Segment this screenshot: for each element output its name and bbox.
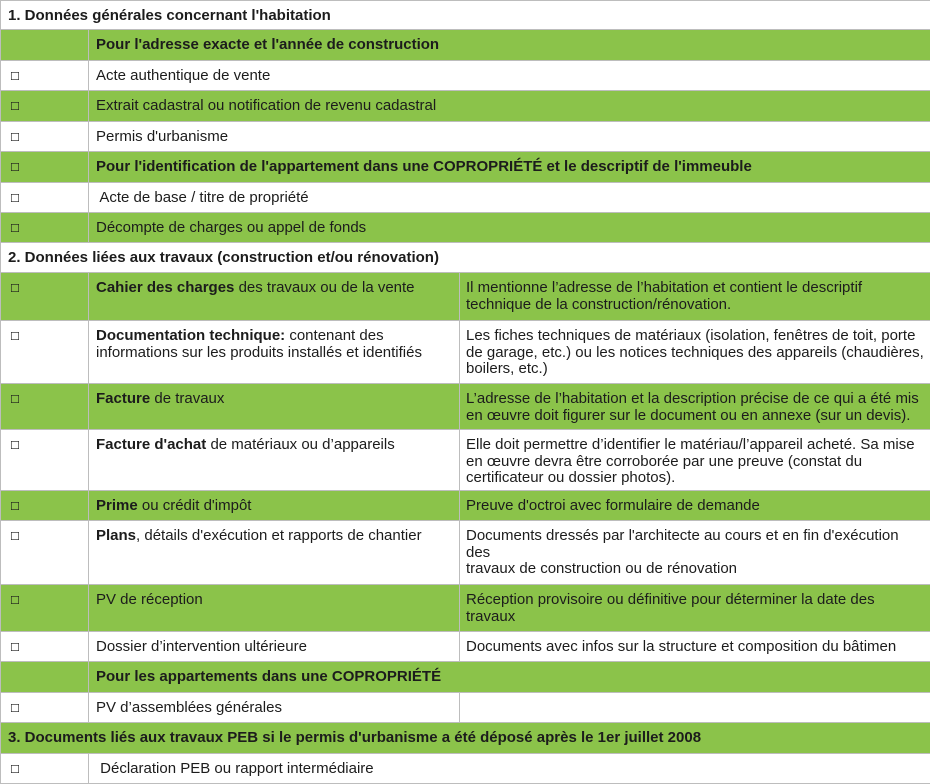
checkbox-icon: ☐ [10,641,20,654]
checklist-row [1,491,930,521]
checklist-row [1,384,930,430]
document-description: Réception provisoire ou définitive pour déterminer la date des travaux [466,591,875,625]
checklist-row [1,213,930,243]
copro-subheading: Pour l'identification de l'appartement dans une COPROPRIÉTÉ et le descriptif de l'immeuble [96,158,752,175]
document-name: Dossier d’intervention ultérieure [89,632,460,661]
checkbox-icon: ☐ [10,192,20,205]
checkbox-cell [1,693,89,722]
document-name: Permis d'urbanisme [96,128,229,145]
checklist-row [1,632,930,662]
document-description: L’adresse de l’habitation et la description précise de ce qui a été mis en œuvre doit figurer sur le document ou en annexe (sur un devis). [466,390,919,424]
checkbox-cell [1,321,89,383]
checkbox-cell [1,273,89,320]
checklist-row [1,91,930,122]
checkbox-icon: ☐ [10,500,20,513]
section-2-title: 2. Données liées aux travaux (construction et/ou rénovation) [8,249,439,266]
document-name: Acte de base / titre de propriété [96,189,309,206]
checklist-row [1,430,930,491]
checkbox-icon: ☐ [10,702,20,715]
document-name-rest: contenant des informations sur les produits installés et identifiés [96,327,422,361]
document-description: Documents dressés par l'architecte au cours et en fin d'exécution des travaux de construction ou de rénovation [466,527,899,577]
checkbox-cell [1,384,89,429]
checklist-row [1,152,930,183]
document-name [89,430,460,490]
section-title-row [1,1,930,30]
checkbox-icon: ☐ [10,100,20,113]
checkbox-cell [1,91,89,121]
checklist-row [1,693,930,723]
checklist-row [1,183,930,213]
checkbox-icon: ☐ [10,594,20,607]
checkbox-icon: ☐ [10,131,20,144]
checkbox-icon: ☐ [10,330,20,343]
document-description: Elle doit permettre d’identifier le matériau/l’appareil acheté. Sa mise en œuvre devra être corroborée par une preuve (constat du certificateur ou dossier photos). [466,436,915,486]
checklist-row [1,585,930,632]
subheading-row [1,662,930,693]
checkbox-cell [1,491,89,520]
document-name-bold: Facture d'achat [96,436,207,453]
document-name: Décompte de charges ou appel de fonds [96,219,367,236]
document-name-rest: des travaux ou de la vente [234,279,415,296]
section-3-title: 3. Documents liés aux travaux PEB si le permis d'urbanisme a été déposé après le 1er juillet 2008 [8,729,702,746]
checkbox-cell [1,430,89,490]
document-name [89,384,460,429]
checkbox-icon: ☐ [10,393,20,406]
document-description: Preuve d'octroi avec formulaire de demande [466,497,760,514]
checkbox-cell [1,213,89,242]
checkbox-cell [1,61,89,90]
document-name [89,273,460,320]
subheading-row [1,30,930,61]
document-name: Déclaration PEB ou rapport intermédiaire [96,760,374,777]
empty-description-cell [460,693,930,722]
document-name: Acte authentique de vente [96,67,271,84]
checkbox-icon: ☐ [10,161,20,174]
document-name-rest: , détails d'exécution et rapports de chantier [136,527,422,544]
checklist-row [1,754,930,784]
checkbox-cell [1,754,89,783]
document-name-bold: Plans [96,527,137,544]
checkbox-icon: ☐ [10,530,20,543]
document-name-bold: Cahier des charges [96,279,235,296]
document-name: Extrait cadastral ou notification de revenu cadastral [96,97,437,114]
checkbox-cell [1,183,89,212]
checkbox-icon: ☐ [10,70,20,83]
checkbox-cell [1,122,89,151]
document-name-bold: Documentation technique: [96,327,286,344]
checkbox-cell [1,585,89,631]
document-name [89,491,460,520]
checkbox-icon: ☐ [10,763,20,776]
checklist-row [1,321,930,384]
document-name: PV d’assemblées générales [89,693,460,722]
document-description: Il mentionne l’adresse de l’habitation et contient le descriptif technique de la construction/rénovation. [466,279,863,313]
empty-checkbox-cell [1,30,89,60]
document-name-rest: ou crédit d'impôt [137,497,252,514]
checklist-row [1,122,930,152]
document-name [89,521,460,584]
copro-subheading: Pour les appartements dans une COPROPRIÉTÉ [96,668,442,685]
section-title-row [1,723,930,754]
document-name: PV de réception [89,585,460,631]
document-description: Documents avec infos sur la structure et composition du bâtimen [466,638,897,655]
section-1-title: 1. Données générales concernant l'habitation [8,7,331,24]
checkbox-cell [1,632,89,661]
address-subheading: Pour l'adresse exacte et l'année de construction [96,36,440,53]
checkbox-cell [1,152,89,182]
checkbox-icon: ☐ [10,222,20,235]
empty-checkbox-cell [1,662,89,692]
checkbox-icon: ☐ [10,282,20,295]
section-title-row [1,243,930,273]
checkbox-icon: ☐ [10,439,20,452]
document-description: Les fiches techniques de matériaux (isolation, fenêtres de toit, porte de garage, etc.) ou les notices techniques des appareils (chaudières, boilers, etc.) [466,327,924,377]
checklist-row [1,61,930,91]
document-name-rest: de matériaux ou d’appareils [206,436,395,453]
document-name-bold: Facture [96,390,151,407]
checkbox-cell [1,521,89,584]
checklist-row [1,273,930,321]
checklist-row [1,521,930,585]
document-name [89,321,460,383]
document-name-rest: de travaux [150,390,225,407]
document-name-bold: Prime [96,497,138,514]
